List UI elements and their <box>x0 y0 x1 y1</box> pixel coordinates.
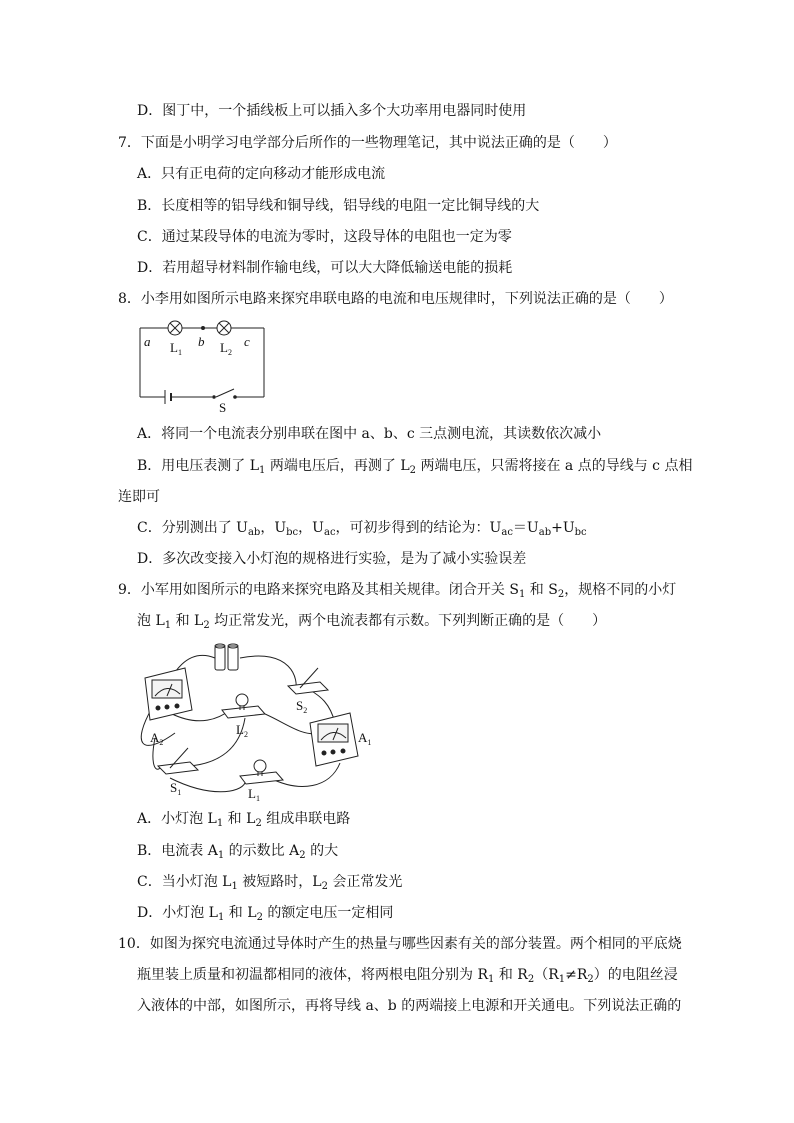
label-b: b <box>198 334 205 349</box>
q10-stem-line3: 入液体的中部，如图所示，再将导线 a、b 的两端接上电源和开关通电。下列说法正确的 <box>137 998 682 1014</box>
q8-option-d: D．多次改变接入小灯泡的规格进行实验，是为了减小实验误差 <box>137 551 527 567</box>
q8-option-b-continued: 连即可 <box>118 489 160 505</box>
q8-option-c: C．分别测出了 $U_{ab}$，$U_{bc}$，$U_{ac}$，可初步得到的结论为：$U_{ac}=U_{ab}+U_{bc}$ <box>137 520 587 538</box>
q7-option-b: B．长度相等的铝导线和铜导线，铝导线的电阻一定比铜导线的大 <box>137 198 540 214</box>
q7-option-a: A．只有正电荷的定向移动才能形成电流 <box>137 166 386 182</box>
q9-circuit-photo-diagram <box>130 638 380 806</box>
q7-stem: 7．下面是小明学习电学部分后所作的一些物理笔记，其中说法正确的是（ ） <box>118 135 617 151</box>
q9-option-c: C．当小灯泡 $L_1$ 被短路时，$L_2$ 会正常发光 <box>137 874 403 892</box>
label-S1: $S_1$ <box>170 780 182 797</box>
label-A2: $A_2$ <box>150 730 164 747</box>
q8-option-a: A．将同一个电流表分别串联在图中 a、b、c 三点测电流，其读数依次减小 <box>137 426 602 442</box>
q10-stem-line2: 瓶里装上质量和初温都相同的液体，将两根电阻分别为 $R_1$ 和 $R_2(R_1\ne R_2)$的电阻丝浸 <box>137 967 678 985</box>
q6-option-d: D．图丁中，一个插线板上可以插入多个大功率用电器同时使用 <box>137 103 527 119</box>
q9-option-b: B．电流表 $A_1$ 的示数比 $A_2$ 的大 <box>137 843 339 861</box>
label-S2: $S_2$ <box>296 698 308 715</box>
label-S: S <box>219 400 227 415</box>
q9-option-d: D．小灯泡 $L_1$ 和 $L_2$ 的额定电压一定相同 <box>137 905 394 923</box>
q10-stem-line1: 10．如图为探究电流通过导体时产生的热量与哪些因素有关的部分装置。两个相同的平底烧 <box>118 936 682 952</box>
label-L2: $L_2$ <box>220 340 232 357</box>
q9-option-a: A．小灯泡 $L_1$ 和 $L_2$ 组成串联电路 <box>137 811 351 829</box>
label-a: a <box>144 334 151 349</box>
node-b-dot <box>201 326 205 330</box>
label-L2: $L_2$ <box>236 722 248 739</box>
label-A1: $A_1$ <box>358 730 372 747</box>
q7-option-c: C．通过某段导体的电流为零时，这段导体的电阻也一定为零 <box>137 229 512 245</box>
label-c: c <box>244 334 250 349</box>
q8-circuit-diagram <box>130 317 275 415</box>
q7-option-d: D．若用超导材料制作输电线，可以大大降低输送电能的损耗 <box>137 260 513 276</box>
q8-option-b: B．用电压表测了 $L_1$ 两端电压后，再测了 $L_2$ 两端电压，只需将接在 a 点的导线与 c 点相 <box>137 458 693 476</box>
q9-stem-line2: 泡 $L_1$ 和 $L_2$ 均正常发光，两个电流表都有示数。下列判断正确的是（ ） <box>137 613 607 631</box>
q9-stem-line1: 9．小军用如图所示的电路来探究电路及其相关规律。闭合开关 $S_1$ 和 $S_2$，规格不同的小灯 <box>118 582 677 600</box>
label-L1: $L_1$ <box>170 340 182 357</box>
q8-stem: 8．小李用如图所示电路来探究串联电路的电流和电压规律时，下列说法正确的是（ ） <box>118 291 673 307</box>
label-L1: $L_1$ <box>248 786 260 803</box>
